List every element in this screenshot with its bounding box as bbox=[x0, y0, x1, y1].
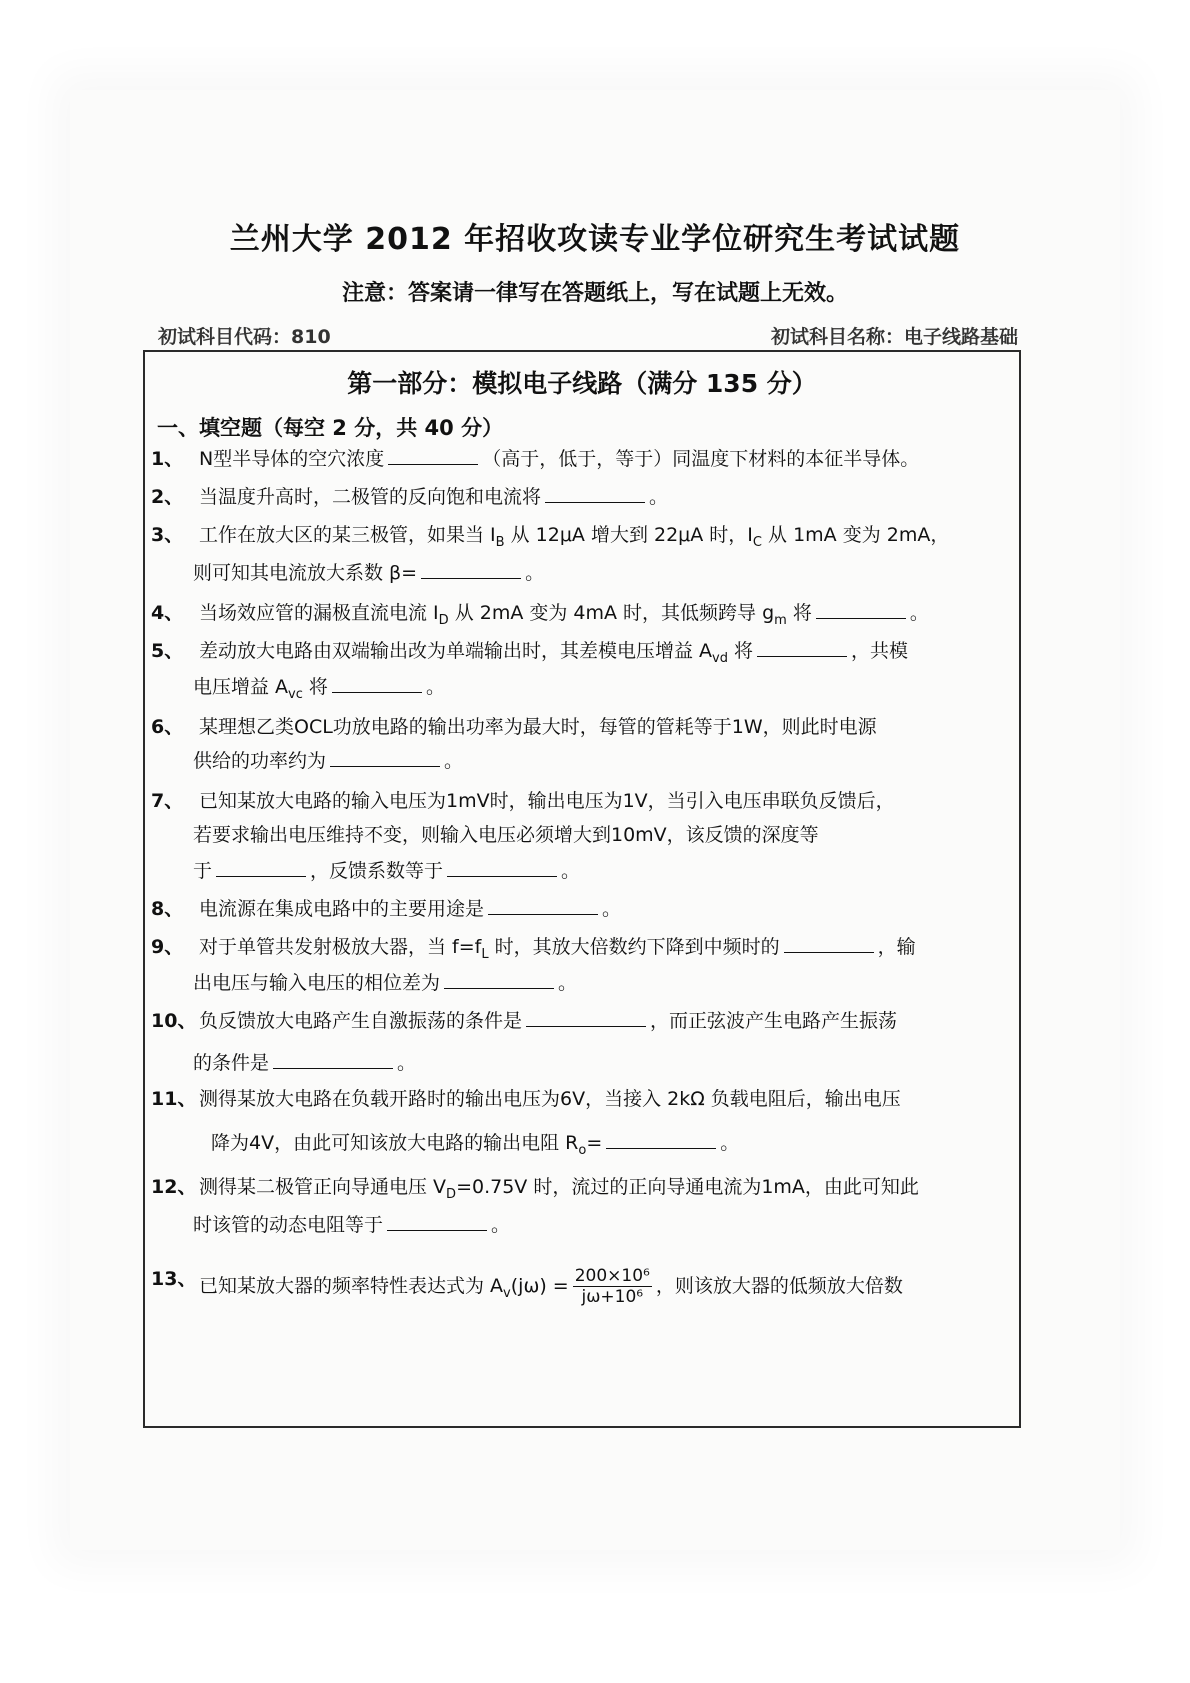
question-number: 9、 bbox=[151, 936, 184, 958]
answer-blank[interactable] bbox=[387, 1212, 487, 1231]
part-title: 第一部分：模拟电子线路（满分 135 分） bbox=[347, 369, 817, 398]
frequency-fraction: $\frac{\text{200×10⁶}}{\text{jω+10⁶}}$ bbox=[574, 1266, 650, 1307]
exam-title: 兰州大学 2012 年招收攻读专业学位研究生考试试题 bbox=[229, 222, 961, 257]
question-number: 3、 bbox=[151, 524, 184, 546]
exam-notice: 注意：答案请一律写在答题纸上，写在试题上无效。 bbox=[341, 281, 848, 306]
question-number: 11、 bbox=[151, 1088, 197, 1110]
question-number: 8、 bbox=[151, 898, 184, 920]
question-number: 13、 bbox=[151, 1268, 197, 1290]
question-3-line2: 则可知其电流放大系数 β= 。 bbox=[193, 562, 545, 584]
answer-blank[interactable] bbox=[526, 1008, 646, 1027]
answer-blank[interactable] bbox=[784, 934, 874, 953]
answer-blank[interactable] bbox=[545, 484, 645, 503]
question-7-line3: 于 ，反馈系数等于 。 bbox=[193, 860, 581, 882]
question-number: 5、 bbox=[151, 640, 184, 662]
question-12-line2: 时该管的动态电阻等于 。 bbox=[193, 1214, 511, 1236]
question-9-line2: 出电压与输入电压的相位差为 。 bbox=[193, 972, 578, 994]
question-6-line2: 供给的功率约为 。 bbox=[193, 750, 464, 772]
question-number: 6、 bbox=[151, 716, 184, 738]
section-title: 一、填空题（每空 2 分，共 40 分） bbox=[157, 416, 504, 440]
answer-blank[interactable] bbox=[388, 446, 478, 465]
question-number: 4、 bbox=[151, 602, 184, 624]
answer-blank[interactable] bbox=[330, 748, 440, 767]
question-number: 10、 bbox=[151, 1010, 197, 1032]
answer-blank[interactable] bbox=[421, 560, 521, 579]
answer-blank[interactable] bbox=[273, 1050, 393, 1069]
answer-blank[interactable] bbox=[444, 970, 554, 989]
subject-code: 初试科目代码：810 bbox=[158, 326, 331, 348]
answer-blank[interactable] bbox=[216, 858, 306, 877]
question-number: 12、 bbox=[151, 1176, 197, 1198]
answer-blank[interactable] bbox=[757, 638, 847, 657]
question-11-line2: 降为4V，由此可知该放大电路的输出电阻 $R_o=$ 。 bbox=[211, 1132, 740, 1158]
question-number: 2、 bbox=[151, 486, 184, 508]
question-5-line2: 电压增益 $A_{vc}$ 将 。 bbox=[193, 676, 445, 702]
answer-blank[interactable] bbox=[488, 896, 598, 915]
question-7-line2: 若要求输出电压维持不变，则输入电压必须增大到10mV，该反馈的深度等 bbox=[193, 824, 819, 846]
question-number: 7、 bbox=[151, 790, 184, 812]
answer-blank[interactable] bbox=[447, 858, 557, 877]
answer-blank[interactable] bbox=[816, 600, 906, 619]
question-number: 1、 bbox=[151, 448, 184, 470]
answer-blank[interactable] bbox=[332, 674, 422, 693]
question-frame: 第一部分：模拟电子线路（满分 135 分） 一、填空题（每空 2 分，共 40 分） 1、 N型半导体的空穴浓度 （高于，低于，等于）同温度下材料的本征半导体。 2、 当温度升高时，二极管的反向饱和电流将 。 3、 工作在放大区的某三极管，如果当 $I_B$ 从 12μA 增大到 22μA 时，$I_C$ 从 1mA 变为 2mA， 则可知其电流放大系数 β= 。 4、 当场效应管的漏极直流电流 $I_D$ 从 2mA 变为 4mA 时，其低频跨导 $g_m$ 将 。 5、 差动放大电路由双端输出改为单端输出时，其差模电压增益 $A_{vd}$ 将 ，共模 电压增益 $A_{vc}$ 将 。 6、 某理想乙类OCL功放电路的输出功率为最大时，每管的管耗等于1W，则此时电源 供给的功率约为 。 7、 已知某放大电路的输入电压为1mV时，输出电压为1V，当引入电压串联负反馈后， 若要求输出电压维持不变，则输入电压必须增大到10mV，该反馈的深度等 于 ，反馈系数等于 。 8、 电流源在集成电路中的主要用途是 。 9、 对于单管共发射极放大器，当 $f=f_L$ 时，其放大倍数约下降到中频时的 ，输 出电压与输入电压的相位差为 。 10、 负反馈放大电路产生自激振荡的条件是 ，而正弦波产生电路产生振荡 的条件是 。 11、 测得某放大电路在负载开路时的输出电压为6V，当接入 2kΩ 负载电阻后，输出电压 降为4V，由此可知该放大电路的输出电阻 $R_o=$ 。 12、 测得某二极管正向导通电压 $V_D=0.75V$ 时，流过的正向导通电流为1mA，由此可知此 时该管的动态电阻等于 。 13、 已知某放大器的频率特性表达式为 $A_v(j\omega)$ = $\frac{\text{200×10⁶}}{\text{jω+10⁶}}$ ，则该放大器的低频放大倍数 bbox=[143, 350, 1021, 1428]
question-10-line2: 的条件是 。 bbox=[193, 1052, 417, 1074]
subject-name: 初试科目名称：电子线路基础 bbox=[770, 326, 1018, 348]
answer-blank[interactable] bbox=[606, 1130, 716, 1149]
